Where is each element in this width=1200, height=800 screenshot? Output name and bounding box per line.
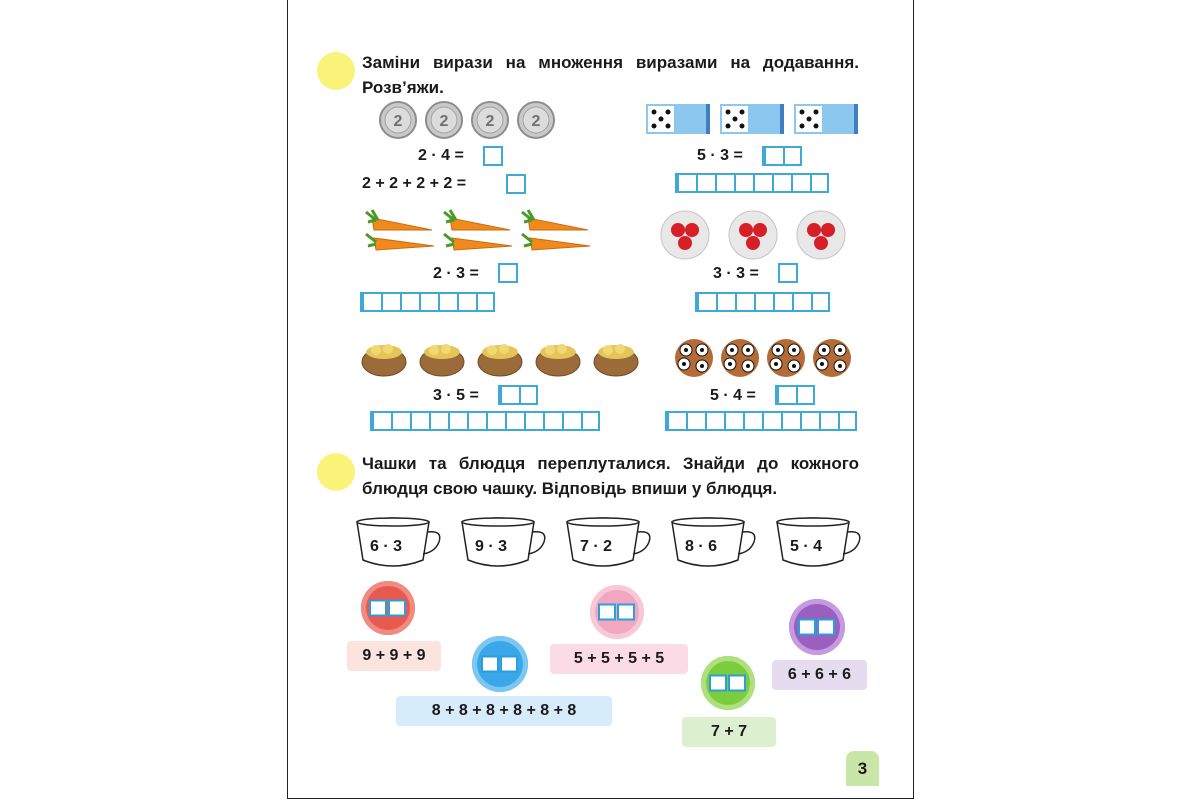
saucer-1-sum: 9 + 9 + 9	[347, 641, 441, 671]
task1-text: Заміни вирази на множення виразами на додавання. Розв’яжи.	[362, 53, 859, 97]
domino-answer[interactable]	[762, 146, 802, 166]
saucer-4[interactable]	[701, 656, 755, 710]
saucer-2[interactable]	[472, 636, 528, 692]
coins-illustration	[378, 100, 558, 140]
sack-icon	[478, 344, 522, 376]
carrot-icon	[522, 210, 590, 250]
page-number: 3	[846, 751, 879, 786]
apples-illustration	[660, 210, 850, 262]
sack-icon	[594, 344, 638, 376]
coin-icon	[380, 102, 416, 138]
carrots-illustration	[362, 206, 594, 256]
balls-expansion-strip[interactable]	[665, 411, 857, 431]
coin-icon	[426, 102, 462, 138]
sacks-answer[interactable]	[498, 385, 538, 405]
coin-value: 2	[531, 113, 541, 130]
apple-plate-icon	[797, 211, 845, 259]
apple-plate-icon	[729, 211, 777, 259]
task1-bullet	[317, 52, 355, 90]
sacks-equation: 3 · 5 =	[433, 387, 479, 404]
apples-answer[interactable]	[778, 263, 800, 283]
cup-expression-1: 6 · 3	[369, 538, 402, 555]
balls-equation: 5 · 4 =	[710, 387, 756, 404]
ball-nest-icon	[813, 339, 851, 377]
coins-answer-2[interactable]	[506, 174, 528, 194]
coin-icon	[472, 102, 508, 138]
saucer-3-sum: 5 + 5 + 5 + 5	[550, 644, 688, 674]
saucer-4-sum: 7 + 7	[682, 717, 776, 747]
coins-equation-2: 2 + 2 + 2 + 2 =	[362, 175, 467, 192]
apples-equation: 3 · 3 =	[713, 265, 759, 282]
domino-icon	[720, 104, 784, 134]
carrots-answer[interactable]	[498, 263, 520, 283]
apples-expansion-strip[interactable]	[695, 292, 830, 312]
task2-bullet	[317, 453, 355, 491]
domino-illustration	[646, 102, 860, 136]
carrots-expansion-strip[interactable]	[360, 292, 495, 312]
coins-answer-1[interactable]	[483, 146, 505, 166]
sack-icon	[420, 344, 464, 376]
domino-equation: 5 · 3 =	[697, 147, 743, 164]
cup-expression-5: 5 · 4	[789, 538, 822, 555]
coin-value: 2	[393, 113, 403, 130]
cup-expression-4: 8 · 6	[684, 538, 717, 555]
coin-icon	[518, 102, 554, 138]
coins-equation-1: 2 · 4 =	[418, 147, 464, 164]
carrot-icon	[444, 210, 512, 250]
saucer-3[interactable]	[590, 585, 644, 639]
carrots-equation: 2 · 3 =	[433, 265, 479, 282]
domino-icon	[646, 104, 710, 134]
cup-expression-2: 9 · 3	[474, 538, 507, 555]
carrot-icon	[366, 210, 434, 250]
saucer-1[interactable]	[361, 581, 415, 635]
ball-nest-icon	[767, 339, 805, 377]
coin-value: 2	[439, 113, 449, 130]
saucer-2-sum: 8 + 8 + 8 + 8 + 8 + 8	[396, 696, 612, 726]
task2-text: Чашки та блюдця переплуталися. Знайди до кожного блюдця свою чашку. Відповідь впиши у блюдця.	[362, 454, 859, 498]
saucer-5[interactable]	[789, 599, 845, 655]
domino-expansion-strip[interactable]	[675, 173, 829, 193]
saucer-5-sum: 6 + 6 + 6	[772, 660, 867, 690]
balls-answer[interactable]	[775, 385, 815, 405]
coin-value: 2	[485, 113, 495, 130]
domino-icon	[794, 104, 858, 134]
ball-nest-icon	[721, 339, 759, 377]
sacks-expansion-strip[interactable]	[370, 411, 600, 431]
ball-nest-icon	[675, 339, 713, 377]
apple-plate-icon	[661, 211, 709, 259]
balls-illustration	[672, 336, 856, 380]
cup-expression-3: 7 · 2	[579, 538, 612, 555]
sack-icon	[362, 344, 406, 376]
sack-icon	[536, 344, 580, 376]
sacks-illustration	[360, 338, 640, 378]
